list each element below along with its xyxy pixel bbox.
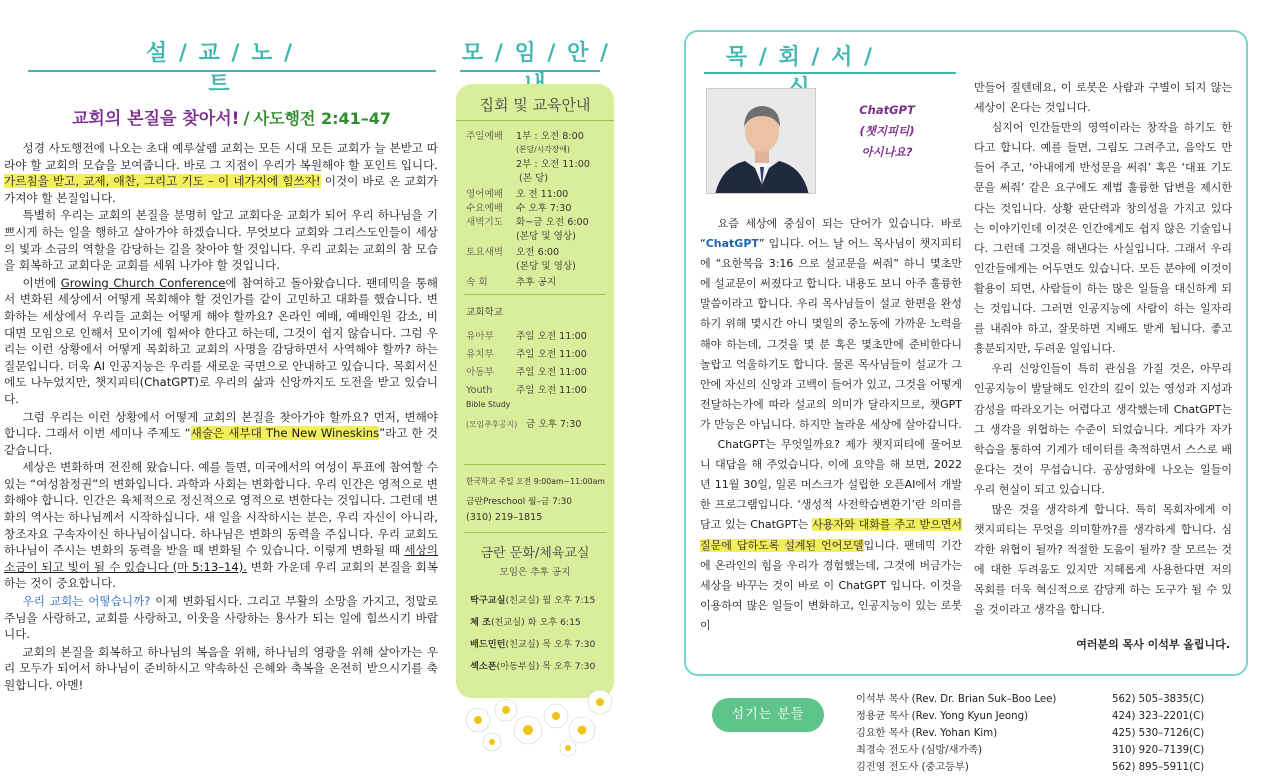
sermon-title-slash: / [243, 109, 250, 129]
service-row: 속 회 추후 공지 [466, 277, 557, 288]
underlined-text: Growing Church Conference [60, 275, 226, 290]
service-row: 2부 : 오전 11:00 [516, 159, 590, 170]
sermon-paragraph: 교회의 본질을 회복하고 하나님의 복음을 위해, 하나님의 영광을 위해 살아가는 우리 모두가 되어서 하나님이 준비하시고 약속하신 은혜와 축복을 온전히 받으시기를 축원합니다. 아멘! [4, 644, 438, 692]
chatgpt-keyword: ChatGPT [705, 237, 759, 251]
service-row: (본당/시각장애) [516, 145, 570, 154]
school-row: Youth 주일 오전 11:00 [466, 385, 587, 396]
class-row: 탁구교실(친교실) 월 오후 7:15 [470, 595, 596, 606]
letter-paragraph: 요즘 세상에 중심이 되는 단어가 있습니다. 바로 “ChatGPT” 입니다. 어느 날 어느 목사님이 챗지피티에 “요한복음 3:16 으로 설교문을 써줘” 하니 몇초만에 설교문이 써졌다고 합니다. 내용도 보니 아주 훌륭한 말씀이라고 합니다. 우리 목사님들이 설교 한편을 완성하기 위해 몇시간 아니 몇일의 중노동에 가까운 노력을 해야 하는데, 그것을 몇 분 혹은 몇초만에 준비한다니 놀랍고 억울하기도 합니다. 물론 목사님들이 설교가 그 안에 자신의 신앙과 고백이 들어가 있고, 그것을 어떻게 전달하는가에 따라 설교의 의미가 달라지므로, 챗GPT가 만능은 아닙니다. 하지만 놀라운 세상에 살아갑니다. [700, 217, 962, 431]
school-row: 유치부 주일 오전 11:00 [466, 349, 587, 360]
staff-row: 이석부 목사 (Rev. Dr. Brian Suk–Boo Lee) 562) 505–3835(C) [856, 694, 1205, 705]
letter-paragraph: 심지어 인간들만의 영역이라는 창작을 하기도 한다고 합니다. 예를 들면, 그림도 그려주고, 음악도 만들어 주고, ‘아내에게 반성문을 써줘’ 혹은 ‘대표 기도문을 써줘’ 같은 요구에도 제법 훌륭한 답변을 제시한다는 것입니다. 상황 판단력과 창의성을 가지고 있다는 이야기인데 이것은 인간에게도 쉽지 않은 기술입니다. 그런데 그것을 해낸다는 사실입니다. 그래서 우리 인간들에게는 어두면도 있습니다. 모든 분야에 이것이 활용이 되면, 사람들이 하는 많은 일들을 대신하게 되는 것입니다. 그러면 인공지능에 사람이 하는 일자리를 내줘야 하고, 잘못하면 지배도 받게 됩니다. 좋고 흥분되지만, 두려운 일입니다. [974, 121, 1232, 356]
pastor-header-rule [704, 72, 956, 74]
service-row: 새벽기도 화~금 오전 6:00 [466, 217, 589, 228]
meeting-header: 모 / 임 / 안 / [461, 41, 611, 66]
pastor-letter-left [700, 214, 962, 636]
service-row: 수요예배 수 오후 7:30 [466, 203, 572, 214]
preschool-phone: (310) 219–1815 [466, 512, 543, 523]
sermon-paragraph: 세상은 변화하며 전진해 왔습니다. 예를 들면, 미국에서의 여성이 투표에 참여할 수 있는 “여성참정권”의 변화입니다. 과학과 사회는 변화합니다. 우리 인간은 영적으로 변화해야 합니다. 인간은 육체적으로 정신적으로 영적으로 변한다는 것입니다. 그런데 변화의 역사는 하나님께서 시작하십니다. 새 일을 시작하시는 분은, 우리 자신이 아니라, 창조자요 구속자이신 하나님이십니다. 하나님은 변화의 동력을 주십니다. 우리 교회도 하나님이 주시는 변화의 동력을 받을 때 변화될 수 있습니다. 이렇게 변화될 때 세상의 소금이 되고 빛이 될 수 있습니다 (마 5:13–14). 변화 가운데 우리 교회의 본질을 회복하는 것이 중요합니다. [4, 460, 438, 591]
staff-row: 정용균 목사 (Rev. Yong Kyun Jeong) 424) 323–2201(C) [856, 711, 1205, 722]
letter-paragraph: 우리 신앙인들이 특히 관심을 가질 것은, 아무리 인공지능이 발달해도 인간의 깊이 있는 영성과 지성과 감성을 따라오기는 어렵다고 생각했는데 ChatGPT는 그 생각을 위협하는 수준이 되었습니다. 게다가 자가학습을 통하여 기계가 데이터를 축적하면서 스스로 배운다는 것이 무섭습니다. 공상영화에 나오는 일들이 우리 현실이 되고 있습니다. [974, 362, 1232, 496]
culture-note: 모임은 추후 공지 [499, 567, 571, 578]
school-row: 아동부 주일 오전 11:00 [466, 367, 587, 378]
divider [464, 464, 606, 465]
pastor-letter-right [974, 78, 1232, 621]
sermon-reference: 사도행전 2:41–47 [253, 109, 392, 128]
staff-row: 김진영 전도사 (중고등부) 562) 895–5911(C) [856, 762, 1205, 773]
sermon-paragraph: 이번에 Growing Church Conference에 참여하고 돌아왔습니다. 팬데믹을 통해서 변화된 세상에서 어떻게 목회해야 할 것인가를 같이 고민하고 대화를 했습니다. 변화하는 세상에서 우리들 교회는 어떻게 해야 할까요? 온라인 예배, 예배인원 감소, 비대면 모임으로 인해서 모이기에 힘써야 한다고 하는데, 그것이 쉽지 않습니다. 그럼 우리는 이런 상황에서 어떻게 목회하고 교회의 사명을 감당하면서 사역해야 할까? 하는 질문입니다. 더욱 AI 인공지능은 우리를 새로운 국면으로 안내하고 있습니다. 목회서신에도 나누었지만, 챗지피티(ChatGPT)로 우리의 삶과 신앙까지도 도전을 받고 있습니다. [4, 275, 438, 406]
service-row: 토요새벽 오전 6:00 [466, 247, 560, 258]
culture-title: 금란 문화/체육교실 [480, 546, 590, 561]
class-row: 체 조(친교실) 화 오후 6:15 [470, 617, 581, 628]
meeting-header-rule [460, 70, 600, 72]
bible-study-row: (모임추후공지) 금 오후 7:30 [466, 419, 582, 430]
bible-study-label: Bible Study [466, 400, 511, 409]
pastor-photo [706, 88, 816, 194]
service-row: (본 당) [516, 173, 549, 184]
chatgpt-heading: ChatGPT (챗지피티) 아시나요? [859, 103, 915, 159]
underlined-text: 세상의 소금이 되고 빛이 될 수 있습니다 (마 5:13–14). [4, 543, 438, 574]
sermon-paragraph: 성경 사도행전에 나오는 초대 예루살렘 교회는 모든 시대 모든 교회가 늘 본받고 따라야 할 교회의 모습을 보여줍니다. 바로 그 지점이 우리가 복원해야 할 포인트 입니다. 가르침을 받고, 교제, 애찬, 그리고 기도 – 이 네가지에 힘쓰자! 이것이 바로 온 교회가 가져야 할 본질입니다. [4, 141, 438, 205]
divider [464, 532, 606, 533]
service-row: (본당 및 영상) [516, 231, 576, 242]
preschool: 금란Preschool 월–금 7:30 [466, 497, 572, 507]
service-row: (본당 및 영상) [516, 261, 576, 272]
letter-paragraph: 만들어 질텐데요, 이 로봇은 사람과 구별이 되지 않는 세상이 온다는 것입니다. [974, 81, 1232, 115]
korean-school: 한국학교 주일 오전 9:00am~11:00am [466, 477, 605, 486]
sermon-paragraph: 그럼 우리는 이런 상황에서 어떻게 교회의 본질을 찾아가야 할까요? 먼저, 변해야 합니다. 그래서 이번 세미나 주제도 “새술은 새부대 The New Wineskins”라고 한 것 같습니다. [4, 409, 438, 457]
daisy-flowers-decoration [458, 680, 618, 760]
service-row: 주일예배 1부 : 오전 8:00 [466, 131, 584, 142]
service-row: 영어예배 오 전 11:00 [466, 189, 569, 200]
sermon-paragraph: 우리 교회는 어떻습니까? 이제 변화됩시다. 그리고 부활의 소망을 가지고, 정말로 주님을 사랑하고, 교회를 사랑하고, 이웃을 사랑하는 용사가 되는 일에 힘쓰시기 바랍니다. [4, 594, 438, 642]
blue-text: 우리 교회는 어떻습니까? [22, 594, 151, 609]
class-row: 섹소폰(아동부실) 목 오후 7:30 [470, 661, 596, 672]
staff-label-badge: 섬기는 분들 [712, 698, 824, 732]
staff-row: 최경숙 전도사 (심방/새가족) 310) 920–7139(C) [856, 745, 1205, 756]
letter-paragraph: ChatGPT는 무엇일까요? 제가 챗지피티에 물어보니 대답을 해 주었습니다. 이에 요약을 해 보면, 2022년 11월 30일, 일론 머스크가 설립한 오픈AI에서 개발한 프로그램입니다. ‘생성적 사전학습변환기’란 의미를 담고 있는 ChatGPT는 사용자와 대화를 주고 받으면서 질문에 답하도록 설계된 언어모델입니다. 팬데믹 기간에 온라인의 힘을 우리가 경험했는데, 그것에 버금가는 세상을 바꾸는 것이 바로 이 ChatGPT 입니다. 이것을 이용하여 많은 일들이 변화하고, 인공지능이 있는 로봇이 [700, 438, 962, 632]
pastor-portrait-image [707, 89, 816, 194]
sermon-header-rule [28, 70, 436, 72]
meeting-info-box [456, 84, 614, 698]
school-row: 유아부 주일 오전 11:00 [466, 331, 587, 342]
divider [456, 120, 614, 121]
sermon-title-text: 교회의 본질을 찾아서! [72, 109, 240, 129]
highlight-text: 가르침을 받고, 교제, 애찬, 그리고 기도 – 이 네가지에 힘쓰자! [4, 174, 321, 189]
letter-paragraph: 많은 것을 생각하게 합니다. 특히 목회자에게 이 챗지피티는 무엇을 의미할까?를 생각하게 합니다. 심각한 위협이 될까? 적절한 도움이 될까? 잘 모르는 것에 대한 두려움도 있지만 지혜롭게 사용한다면 저의 목회를 더욱 혁신적으로 감당케 하는 도구가 될 수 있을 것이라고 생각을 합니다. [974, 502, 1232, 617]
pastor-header: 목 / 회 / 서 / [725, 45, 875, 70]
school-label: 교회학교 [466, 307, 504, 318]
highlight-text: 새술은 새부대 The New Wineskins [190, 426, 380, 441]
highlight-text: 사용자와 대화를 주고 받으면서 질문에 답하도록 설계된 언어모델 [700, 518, 962, 552]
pastor-signature: 여러분의 목사 이석부 올립니다. [1076, 638, 1230, 651]
sermon-paragraph: 특별히 우리는 교회의 본질을 분명히 알고 교회다운 교회가 되어 우리 하나님을 기쁘시게 하는 일을 행하고 살아가야 하겠습니다. 무엇보다 교회와 그리스도인들이 세상의 빛과 소금의 역할을 감당하는 길을 찾아야 할 것입니다. 우리 교회는 교회의 참 모습을 회복하고 교회다운 교회를 세워 나가야 할 것입니다. [4, 208, 438, 273]
staff-row: 김요한 목사 (Rev. Yohan Kim) 425) 530–7126(C) [856, 728, 1205, 739]
sermon-title [72, 104, 391, 129]
meeting-title: 집회 및 교육안내 [479, 96, 591, 114]
sermon-body [4, 140, 438, 695]
class-row: 배드민턴(친교실) 목 오후 7:30 [470, 639, 596, 650]
divider [464, 294, 606, 295]
sermon-header: 설 / 교 / 노 / 트 [145, 41, 295, 97]
